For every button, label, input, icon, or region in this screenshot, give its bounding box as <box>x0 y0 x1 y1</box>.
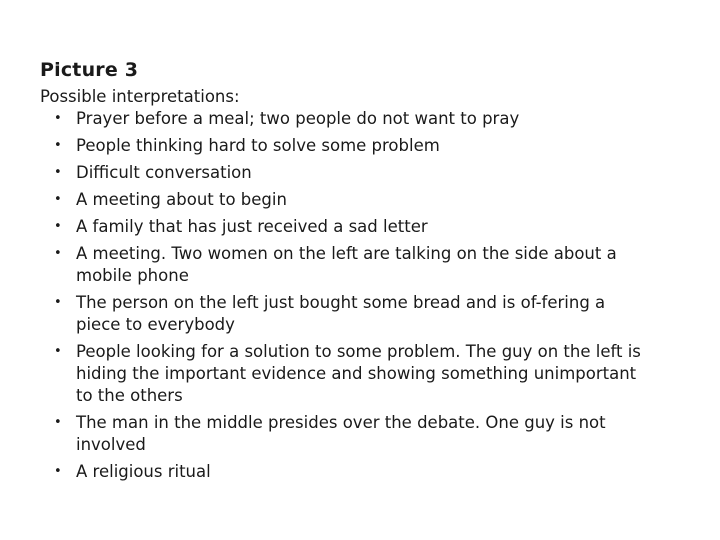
bullet-icon: • <box>54 165 62 180</box>
interpretation-list <box>40 108 680 483</box>
list-item-text: People looking for a solution to some problem. The guy on the left is hiding the important evidence and showing something unimportant to the others <box>76 342 641 405</box>
list-item <box>40 412 642 456</box>
list-item-text: A meeting about to begin <box>76 190 287 209</box>
bullet-icon: • <box>54 138 62 153</box>
bullet-icon: • <box>54 246 62 261</box>
list-item <box>40 341 642 407</box>
bullet-icon: • <box>54 295 62 310</box>
list-item-text: Difficult conversation <box>76 163 252 182</box>
document-page <box>40 58 680 488</box>
list-item-text: A meeting. Two women on the left are talking on the side about a mobile phone <box>76 244 617 285</box>
bullet-icon: • <box>54 464 62 479</box>
list-item <box>40 292 642 336</box>
list-item <box>40 135 642 157</box>
list-item <box>40 243 642 287</box>
list-item <box>40 189 642 211</box>
list-item-text: Prayer before a meal; two people do not want to pray <box>76 109 520 128</box>
bullet-icon: • <box>54 192 62 207</box>
bullet-icon: • <box>54 219 62 234</box>
list-item-text: The person on the left just bought some bread and is of-fering a piece to everybody <box>76 293 606 334</box>
list-item <box>40 108 642 130</box>
intro-text: Possible interpretations: <box>40 87 240 106</box>
list-item-text: People thinking hard to solve some problem <box>76 136 440 155</box>
list-item-text: A religious ritual <box>76 462 211 481</box>
bullet-icon: • <box>54 344 62 359</box>
section-heading: Picture 3 <box>40 59 139 81</box>
bullet-icon: • <box>54 111 62 126</box>
list-item <box>40 461 642 483</box>
bullet-icon: • <box>54 415 62 430</box>
list-item-text: A family that has just received a sad letter <box>76 217 428 236</box>
list-item <box>40 162 642 184</box>
list-item-text: The man in the middle presides over the debate. One guy is not involved <box>76 413 606 454</box>
list-item <box>40 216 642 238</box>
